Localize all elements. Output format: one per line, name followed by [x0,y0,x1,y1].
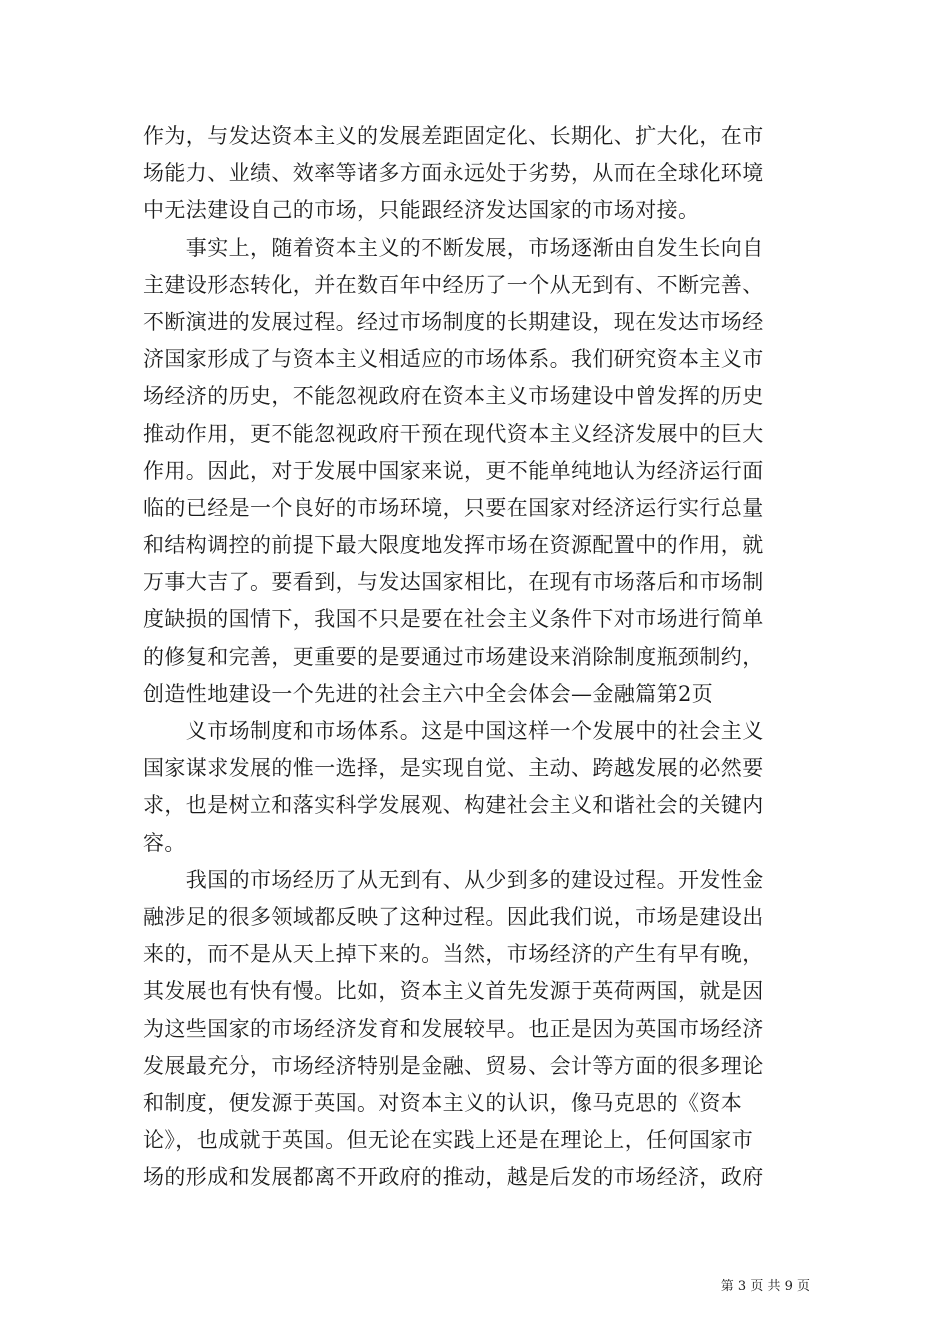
text-line: 创造性地建设一个先进的社会主六中全会体会—金融篇第2页 [143,681,714,706]
page-footer: 第 3 页 共 9 页 [720,1279,810,1294]
text-line: 不断演进的发展过程。经过市场制度的长期建设，现在发达市场经 [143,309,764,334]
text-line: 场经济的历史，不能忽视政府在资本主义市场建设中曾发挥的历史 [143,384,764,409]
text-line: 作用。因此，对于发展中国家来说，更不能单纯地认为经济运行面 [143,458,764,483]
text-line: 融涉足的很多领域都反映了这种过程。因此我们说，市场是建设出 [143,904,764,929]
text-line: 万事大吉了。要看到，与发达国家相比，在现有市场落后和市场制 [143,570,764,595]
body-text [143,118,808,1196]
text-line: 的修复和完善，更重要的是要通过市场建设来消除制度瓶颈制约， [143,644,764,669]
text-line: 我国的市场经历了从无到有、从少到多的建设过程。开发性金 [143,867,764,892]
text-line: 作为，与发达资本主义的发展差距固定化、长期化、扩大化，在市 [143,124,764,148]
text-line: 度缺损的国情下，我国不只是要在社会主义条件下对市场进行简单 [143,607,764,632]
text-line: 来的，而不是从天上掉下来的。当然，市场经济的产生有早有晚， [143,942,764,967]
text-line: 场的形成和发展都离不开政府的推动，越是后发的市场经济，政府 [143,1165,764,1190]
text-line: 场能力、业绩、效率等诸多方面永远处于劣势，从而在全球化环境 [143,161,764,186]
text-line: 济国家形成了与资本主义相适应的市场体系。我们研究资本主义市 [143,347,764,372]
text-line: 和结构调控的前提下最大限度地发挥市场在资源配置中的作用，就 [143,533,764,558]
text-line: 求，也是树立和落实科学发展观、构建社会主义和谐社会的关键内 [143,793,764,818]
text-line: 其发展也有快有慢。比如，资本主义首先发源于英荷两国，就是因 [143,979,764,1004]
text-line: 国家谋求发展的惟一选择，是实现自觉、主动、跨越发展的必然要 [143,756,764,781]
text-line: 发展最充分，市场经济特别是金融、贸易、会计等方面的很多理论 [143,1053,764,1078]
text-line: 事实上，随着资本主义的不断发展，市场逐渐由自发生长向自 [143,235,764,260]
text-line: 义市场制度和市场体系。这是中国这样一个发展中的社会主义 [143,719,764,743]
text-line: 主建设形态转化，并在数百年中经历了一个从无到有、不断完善、 [143,272,764,297]
text-line: 容。 [143,830,186,855]
text-line: 论》，也成就于英国。但无论在实践上还是在理论上，任何国家市 [143,1128,754,1153]
text-line: 中无法建设自己的市场，只能跟经济发达国家的市场对接。 [143,198,700,223]
text-line: 临的已经是一个良好的市场环境，只要在国家对经济运行实行总量 [143,495,764,520]
text-line: 和制度，便发源于英国。对资本主义的认识，像马克思的《资本 [143,1090,743,1115]
text-line: 推动作用，更不能忽视政府干预在现代资本主义经济发展中的巨大 [143,421,764,446]
text-line: 为这些国家的市场经济发育和发展较早。也正是因为英国市场经济 [143,1016,764,1041]
